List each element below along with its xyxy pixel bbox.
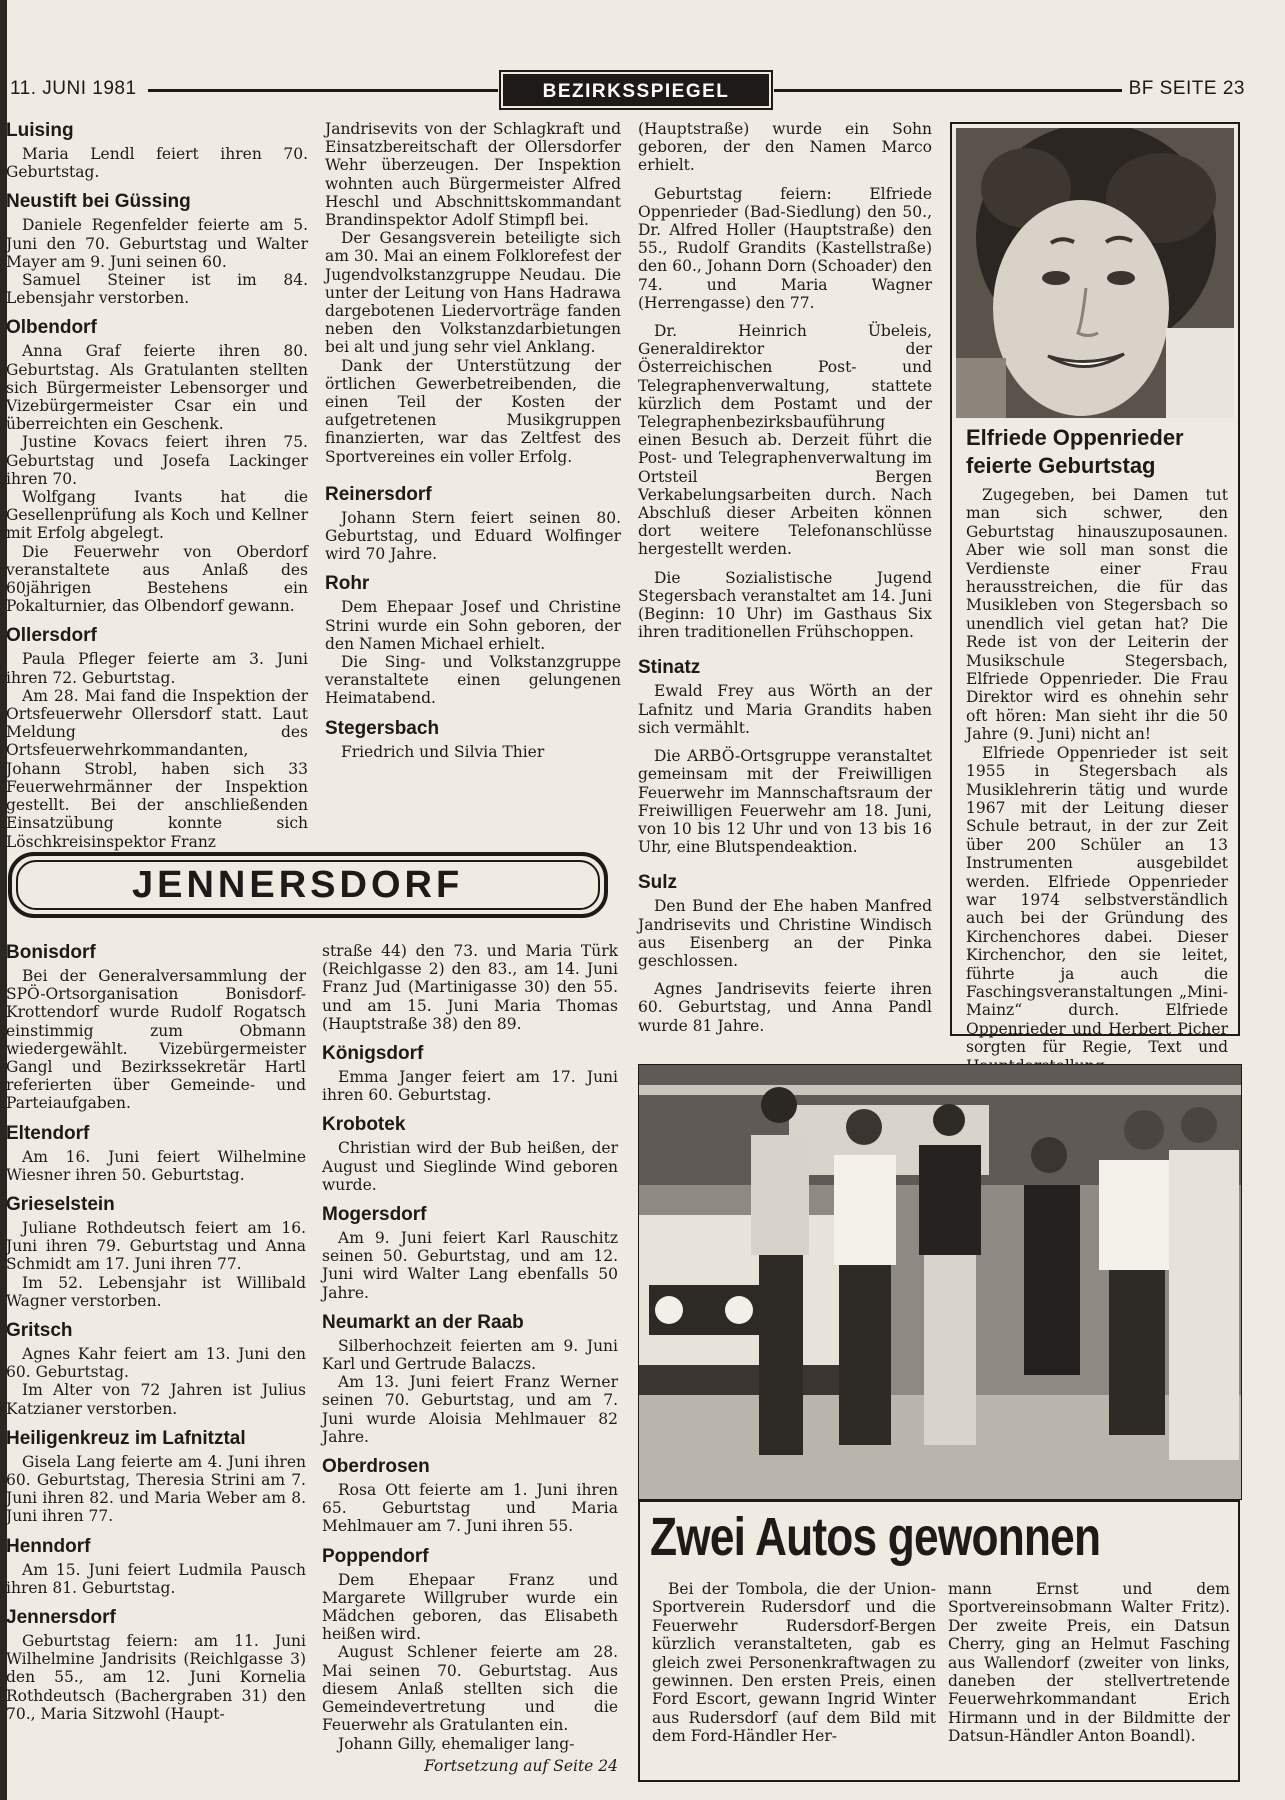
- news-paragraph: Elfriede Oppenrieder ist seit 1955 in Stegersbach als Musiklehrerin tätig und wurde 1967 mit der Leitung dieser Schule betraut, in der zur Zeit über 200 Schüler an 13 Instrumenten ausgebildet werden. Elfriede Oppenrieder war 1974 selbstverständlich auch bei der Gründung des Kirchenchores dabei. Dieser Kirchenchor, den sie leitet, führte ja auch die Faschingsveranstaltungen „Mini-Mainz“ durch. Elfriede Oppenrieder und Herbert Picher sorgten für Regie, Text und: [966, 743, 1228, 1057]
- news-paragraph: Emma Janger feiert am 17. Juni ihren 60. Geburtstag.: [322, 1068, 618, 1105]
- news-paragraph: Justine Kovacs feiert ihren 75. Geburtstag und Josefa Lackinger ihren 70.: [6, 433, 308, 488]
- place-heading: Stegersbach: [325, 717, 440, 739]
- news-paragraph: Dem Ehepaar Franz und Margarete Willgruber wurde ein Mädchen geboren, das Elisabeth heißen wird.: [322, 1570, 618, 1644]
- jennersdorf-column-1: [6, 942, 306, 1723]
- news-paragraph: Den Bund der Ehe haben Manfred Jandrisevits und Christine Windisch aus Eisenberg an der Pinka geschlossen.: [638, 897, 932, 970]
- place-heading: Königsdorf: [322, 1043, 424, 1065]
- place-heading: Stinatz: [638, 657, 701, 679]
- portrait-photo: [956, 128, 1234, 418]
- place-heading: Reinersdorf: [325, 483, 432, 505]
- news-paragraph: Silberhochzeit feierten am 9. Juni Karl und Gertrude Balaczs.: [322, 1336, 618, 1374]
- news-paragraph: Juliane Rothdeutsch feiert am 16. Juni ihren 79. Geburtstag und Anna Schmidt am 17. Juni ihren 77.: [6, 1219, 306, 1274]
- news-paragraph: straße 44) den 73. und Maria Türk (Reichlgasse 2) den 83., am 14. Juni Franz Jud (Martinigasse 30) den 55. und am 15. Juni Maria Thomas (Hauptstraße 38) den 89.: [322, 942, 618, 1033]
- autos-column-2: [948, 1580, 1230, 1746]
- page-header: [10, 74, 1245, 108]
- news-paragraph: Wolfgang Ivants hat die Gesellenprüfung als Koch und Kellner mit Erfolg abgelegt.: [6, 488, 308, 543]
- place-heading: Gritsch: [6, 1320, 73, 1342]
- news-paragraph: Im Alter von 72 Jahren ist Julius Katzianer verstorben.: [6, 1381, 306, 1418]
- place-heading: Jennersdorf: [6, 1607, 116, 1629]
- news-paragraph: Die Sozialistische Jugend Stegersbach veranstaltet am 14. Juni (Beginn: 10 Uhr) im Gasthaus Six ihren traditionellen Frühschoppen.: [638, 568, 932, 642]
- place-heading: Poppendorf: [322, 1545, 429, 1567]
- news-paragraph: Am 13. Juni feiert Franz Werner seinen 70. Geburtstag, und am 7. Juni wurde Aloisia Mehlmauer 82 Jahre.: [322, 1373, 618, 1446]
- place-heading: Luising: [6, 120, 74, 141]
- place-heading: Heiligenkreuz im Lafnitztal: [6, 1427, 246, 1449]
- autos-column-1: [652, 1580, 936, 1746]
- news-paragraph: Der Gesangsverein beteiligte sich am 30. Mai an einem Folklorefest der Jugendvolkstanzgruppe Neudau. Die unter der Leitung von Hans Hadrawa dargebotenen Liedervorträge fanden neben den Volkstanzdarbietungen bei alt und jung sehr viel Anklang.: [325, 229, 621, 357]
- place-heading: Bonisdorf: [6, 942, 96, 963]
- news-paragraph: Ewald Frey aus Wörth an der Lafnitz und Maria Grandits haben sich vermählt.: [638, 682, 932, 737]
- place-heading: Oberdrosen: [322, 1456, 430, 1478]
- news-paragraph: Agnes Kahr feiert am 13. Juni den 60. Geburtstag.: [6, 1345, 306, 1382]
- feature-title: Elfriede Oppenrieder feierte Geburtstag: [966, 425, 1184, 478]
- place-heading: Olbendorf: [6, 317, 97, 339]
- news-paragraph: Die Sing- und Volkstanzgruppe veranstaltete einen gelungenen Heimatabend.: [325, 653, 621, 708]
- news-paragraph: Am 16. Juni feiert Wilhelmine Wiesner ihren 50. Geburtstag.: [6, 1147, 306, 1184]
- place-heading: Neumarkt an der Raab: [322, 1311, 524, 1333]
- news-paragraph: August Schlener feierte am 28. Mai seinen 70. Geburtstag. Aus diesem Anlaß stellten sich die Gemeindevertretung und die Feuerwehr als Gratulanten ein.: [322, 1643, 618, 1735]
- news-paragraph: Johann Gilly, ehemaliger lang-: [338, 1734, 575, 1753]
- news-paragraph: Im 52. Lebensjahr ist Willibald Wagner verstorben.: [6, 1273, 306, 1310]
- news-paragraph: Am 28. Mai fand die Inspektion der Ortsfeuerwehr Ollersdorf statt. Laut Meldung des Ortsfeuerwehrkommandanten, Johann Strobl, haben sich 33 Feuerwehrmänner der Inspektion gestellt. Bei der anschließenden Einsatzübung konnte sich Löschkreisinspektor Franz: [6, 686, 308, 851]
- autos-headline: Zwei Autos gewonnen: [650, 1507, 1101, 1567]
- news-paragraph: Gisela Lang feierte am 4. Juni ihren 60. Geburtstag, Theresia Strini am 7. Juni ihren 82. und Maria Weber am 8. Juni ihren 77.: [6, 1452, 306, 1526]
- place-heading: Krobotek: [322, 1114, 406, 1136]
- column-1: [6, 120, 308, 851]
- news-paragraph: Paula Pfleger feierte am 3. Juni ihren 72. Geburtstag.: [6, 650, 308, 687]
- news-paragraph: Agnes Jandrisevits feierte ihren 60. Geburtstag, und Anna Pandl wurde 81 Jahre.: [638, 980, 932, 1035]
- place-heading: Henndorf: [6, 1535, 91, 1557]
- news-paragraph: Am 9. Juni feiert Karl Rauschitz seinen 50. Geburtstag, und am 12. Juni wird Walter Lang ebenfalls 50 Jahre.: [322, 1229, 618, 1302]
- news-paragraph: Dem Ehepaar Josef und Christine Strini wurde ein Sohn geboren, der den Namen Michael erhielt.: [325, 598, 621, 653]
- district-banner: [8, 852, 608, 918]
- place-heading: Neustift bei Güssing: [6, 191, 191, 213]
- news-paragraph: Am 15. Juni feiert Ludmila Pausch ihren 81. Geburtstag.: [6, 1560, 306, 1597]
- place-heading: Ollersdorf: [6, 625, 97, 647]
- jennersdorf-column-2: [322, 942, 618, 1775]
- news-paragraph: Die ARBÖ-Ortsgruppe veranstaltet gemeinsam mit der Freiwilligen Feuerwehr im Mannschaftsraum der Freiwilligen Feuerwehr am 18. Juni, von 10 bis 12 Uhr und von 13 bis 16 Uhr, eine Blutspendeaktion.: [638, 747, 932, 857]
- column-2: [325, 120, 621, 761]
- news-paragraph: (Hauptstraße) wurde ein Sohn geboren, der den Namen Marco erhielt.: [638, 120, 932, 175]
- news-paragraph: Geburtstag feiern: am 11. Juni Wilhelmine Jandrisits (Reichlgasse 3) den 55., am 12. Juni Kornelia Rothdeutsch (Bachergraben 31) den 70., Maria Sitzwohl (Haupt-: [6, 1632, 306, 1723]
- news-paragraph: Rosa Ott feierte am 1. Juni ihren 65. Geburtstag und Maria Mehlmauer am 7. Juni ihren 55.: [322, 1481, 618, 1536]
- header-rule-right: [774, 89, 1122, 92]
- column-3: [638, 120, 932, 1035]
- feature-article: [950, 122, 1240, 1057]
- place-heading: Eltendorf: [6, 1122, 90, 1144]
- place-heading: Sulz: [638, 872, 678, 894]
- autos-article: [638, 1500, 1240, 1782]
- news-paragraph: Dr. Heinrich Übeleis, Generaldirektor der Österreichischen Post- und Telegraphenverwaltung, stattete kürzlich dem Postamt und der Telegraphenbezirksbauführung einen Besuch ab. Derzeit führt die Post- und Telegraphenverwaltung im Ortsteil Bergen Verkabelungsarbeiten durch. Nach Abschluß dieser Arbeiten können dort weitere Telefonanschlüsse hergestellt werden.: [638, 322, 932, 559]
- news-paragraph: Dank der Unterstützung der örtlichen Gewerbetreibenden, die einen Teil der Kosten der aufgetretenen Musikgruppen finanzierten, war das Zeltfest des Sportvereines ein voller Erfolg.: [325, 356, 621, 466]
- news-paragraph: Bei der Generalversammlung der SPÖ-Ortsorganisation Bonisdorf-Krottendorf wurde Rudolf Rogatsch einstimmig zum Obmann wiedergewählt. Vizebürgermeister Gangl und Bezirkssekretär Hartl referierten über Gemeinde- und Parteiaufgaben.: [6, 967, 306, 1113]
- place-heading: Rohr: [325, 573, 370, 595]
- place-heading: Grieselstein: [6, 1194, 115, 1216]
- news-paragraph: Samuel Steiner ist im 84. Lebensjahr verstorben.: [6, 271, 308, 308]
- place-heading: Mogersdorf: [322, 1204, 427, 1226]
- news-paragraph: Friedrich und Silvia Thier: [341, 742, 545, 761]
- news-paragraph: Christian wird der Bub heißen, der August und Sieglinde Wind geboren wurde.: [322, 1139, 618, 1194]
- section-title: BEZIRKSSPIEGEL: [503, 74, 769, 106]
- news-paragraph: Maria Lendl feiert ihren 70. Geburtstag.: [6, 145, 308, 182]
- issue-date: 11. JUNI 1981: [10, 78, 137, 99]
- district-title: JENNERSDORF: [132, 864, 464, 906]
- news-paragraph: Anna Graf feierte ihren 80. Geburtstag. Als Gratulanten stellten sich Bürgermeister Lebensorger und Vizebürgermeister Csar ein und überreichten ein Geschenk.: [6, 342, 308, 434]
- news-paragraph: Geburtstag feiern: Elfriede Oppenrieder (Bad-Siedlung) den 50., Dr. Alfred Holler (Hauptstraße) den 55., Rudolf Grandits (Kastellstraße) den 60., Johann Dorn (Schoader) den 74. und Maria Wagner (Herrengasse) den 77.: [638, 184, 932, 312]
- header-rule-left: [148, 89, 498, 92]
- tombola-photo: [638, 1064, 1242, 1500]
- news-paragraph: Jandrisevits von der Schlagkraft und Einsatzbereitschaft der Ollersdorfer Wehr überzeugen. Der Inspektion wohnten auch Bürgermeister Alfred Heschl und Abschnittskommandant Brandinspektor Adolf Stimpfl bei.: [325, 120, 621, 230]
- continuation-note: Fortsetzung auf Seite 24: [424, 1756, 618, 1775]
- news-paragraph: Die Feuerwehr von Oberdorf veranstaltete aus Anlaß des 60jährigen Bestehens ein Pokalturnier, das Olbendorf gewann.: [6, 542, 308, 616]
- news-paragraph: Daniele Regenfelder feierte am 5. Juni den 70. Geburtstag und Walter Mayer am 9. Juni seinen 60.: [6, 216, 308, 271]
- feature-body: [966, 486, 1228, 1075]
- page-number: BF SEITE 23: [1128, 78, 1245, 99]
- news-paragraph: mann Ernst und dem Sportvereinsobmann Walter Fritz). Der zweite Preis, ein Datsun Cherry, ging an Helmut Fasching aus Wallendorf (zweiter von links, daneben der stellvertretende Feuerwehrkommandant Erich Hirmann und in der Bildmitte der Datsun-Händler Anton Boandl).: [948, 1580, 1230, 1746]
- news-paragraph: Johann Stern feiert seinen 80. Geburtstag, und Eduard Wolfinger wird 70 Jahre.: [325, 508, 621, 564]
- news-paragraph: Bei der Tombola, die der Union-Sportverein Rudersdorf und die Feuerwehr Rudersdorf-Bergen kürzlich veranstalteten, gab es gleich zwei Personenkraftwagen zu gewinnen. Den ersten Preis, einen Ford Escort, gewann Ingrid Winter aus Rudersdorf (auf dem Bild mit dem Ford-Händler Her-: [652, 1580, 936, 1746]
- news-paragraph: Zugegeben, bei Damen tut man sich schwer, den Geburtstag hinauszuposaunen. Aber wie soll man sonst die Verdienste einer Frau herausstreichen, die für das Musikleben von Stegersbach so unendlich viel getan hat? Die Rede ist von der Leiterin der Musikschule Stegersbach, Elfriede Oppenrieder. Die Frau Direktor wird es ohnehin sehr oft hören: Man sieht ihr die 50 Jahre (9. Juni) nicht an!: [966, 486, 1228, 744]
